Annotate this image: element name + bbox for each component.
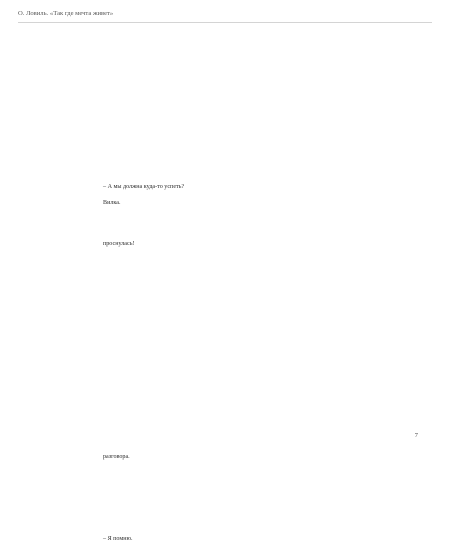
paragraph: – А мы должна куда-то успеть? — [103, 183, 185, 190]
paragraph — [92, 27, 375, 60]
paragraph — [92, 363, 375, 388]
paragraph: Вилка. — [103, 200, 121, 207]
paragraph: проснулась! — [103, 241, 135, 248]
paragraph — [92, 486, 375, 519]
header-divider — [18, 22, 432, 23]
paragraph — [92, 461, 375, 469]
paragraph — [92, 519, 375, 527]
paragraph — [92, 175, 375, 183]
header-author: О. Ловиль. — [18, 10, 49, 17]
paragraph — [92, 273, 375, 322]
running-header — [18, 10, 113, 18]
paragraph — [92, 216, 375, 232]
paragraph — [92, 322, 375, 363]
paragraph — [92, 109, 375, 125]
paragraph — [92, 248, 375, 273]
paragraph — [92, 158, 375, 166]
paragraph — [92, 527, 375, 535]
page-number: 7 — [414, 432, 418, 439]
paragraph — [92, 470, 375, 486]
header-book-title: «Так где мечта живет» — [49, 10, 114, 17]
paragraph: разговора. — [103, 454, 130, 461]
paragraph — [92, 388, 375, 454]
paragraph — [92, 60, 375, 109]
paragraph — [92, 232, 375, 240]
paragraph — [92, 166, 375, 174]
paragraph — [92, 125, 375, 158]
page-body — [92, 27, 375, 552]
paragraph: – Я помню. — [103, 536, 133, 543]
